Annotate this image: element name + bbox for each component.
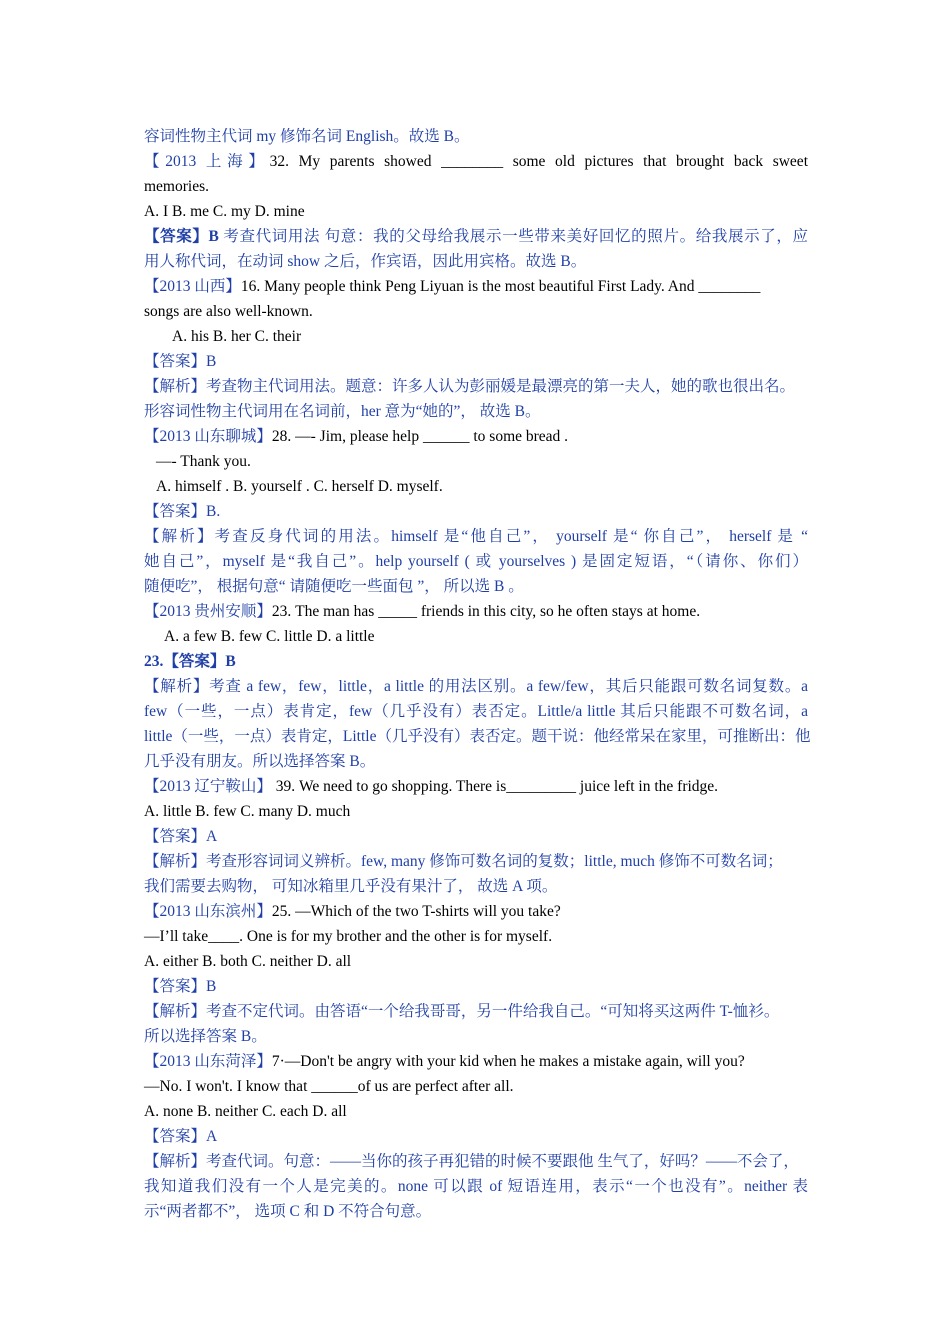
text-line xyxy=(144,274,808,299)
text-line xyxy=(144,1049,808,1074)
question-text: 16. Many people think Peng Liyuan is the most beautiful First Lady. And ________ xyxy=(240,278,761,295)
question-text: 23. The man has _____ friends in this city, so he often stays at home. xyxy=(271,603,701,620)
text-line: 【解析】考查代词。句意：——当你的孩子再犯错的时候不要跟他 生气了，好吗？——不会了， xyxy=(144,1153,799,1170)
text-line: A. little B. few C. many D. much xyxy=(144,803,351,820)
text-line: 【解析】考查 a few，few，little，a little 的用法区别。a few/few，其后只能跟可数名词复数。a xyxy=(144,678,808,695)
text-line: A. I B. me C. my D. mine xyxy=(144,203,305,220)
text-line: 形容词性物主代词用在名词前，her 意为“她的”， 故选 B。 xyxy=(144,403,541,420)
question-text: 25. —Which of the two T-shirts will you take? xyxy=(271,903,561,920)
question-source-tag: 【2013 贵州安顺】 xyxy=(144,603,272,620)
text-line: 【答案】B. xyxy=(144,503,221,520)
text-line: 【解析】考查形容词词义辨析。few, many 修饰可数名词的复数；little, much 修饰不可数名词； xyxy=(144,853,783,870)
text-line: 几乎没有朋友。所以选择答案 B。 xyxy=(144,753,376,770)
document-page xyxy=(144,124,811,1224)
question-text: 39. We need to go shopping. There is_________ juice left in the fridge. xyxy=(271,778,719,795)
text-line xyxy=(144,424,808,449)
text-line: 我们需要去购物， 可知冰箱里几乎没有果汁了， 故选 A 项。 xyxy=(144,878,558,895)
question-source-tag: 【2013 辽宁鞍山】 xyxy=(144,778,272,795)
question-text: 32. My parents showed ________ some old pictures that brought back sweet xyxy=(269,153,808,170)
text-line: —I’ll take____. One is for my brother and the other is for myself. xyxy=(144,928,553,945)
answer-text: 考查代词用法 句意：我的父母给我展示一些带来美好回忆的照片。给我展示了，应 xyxy=(218,228,808,245)
text-line: little（一些，一点）表肯定，Little（几乎没有）表否定。题干说：他经常呆在家里，可推断出：他 xyxy=(144,728,811,745)
text-line: 用人称代词，在动词 show 之后，作宾语，因此用宾格。故选 B。 xyxy=(144,253,587,270)
text-line xyxy=(144,149,808,174)
text-line: 容词性物主代词 my 修饰名词 English。故选 B。 xyxy=(144,128,470,145)
question-text: 7·—Don't be angry with your kid when he makes a mistake again, will you? xyxy=(271,1053,745,1070)
text-line: memories. xyxy=(144,178,209,195)
question-source-tag: 【2013 山西】 xyxy=(144,278,241,295)
text-line: A. himself . B. yourself . C. herself D. myself. xyxy=(156,478,443,495)
text-line: 所以选择答案 B。 xyxy=(144,1028,267,1045)
text-line: —No. I won't. I know that ______of us are perfect after all. xyxy=(144,1078,514,1095)
text-line xyxy=(144,899,808,924)
text-line: 【答案】B xyxy=(144,978,217,995)
question-source-tag: 【2013 上海】 xyxy=(144,153,270,170)
text-line: 我知道我们没有一个人是完美的。none 可以跟 of 短语连用，表示“一个也没有”。neither 表 xyxy=(144,1178,808,1195)
text-line: 【解析】考查不定代词。由答语“一个给我哥哥，另一件给我自己。“可知将买这两件 T-恤衫。 xyxy=(144,1003,780,1020)
text-line: 23.【答案】B xyxy=(144,653,236,670)
answer-label: 【答案】B xyxy=(144,228,219,245)
question-source-tag: 【2013 山东聊城】 xyxy=(144,428,272,445)
text-line: —- Thank you. xyxy=(156,453,251,470)
text-line: A. either B. both C. neither D. all xyxy=(144,953,352,970)
text-line xyxy=(144,774,808,799)
text-line: 随便吃”， 根据句意“ 请随便吃一些面包 ”， 所以选 B 。 xyxy=(144,578,524,595)
text-line: 【答案】B xyxy=(144,353,217,370)
text-line: 【解析】考查反身代词的用法。himself 是“他自己”， yourself 是“ 你自己”， herself 是 “ xyxy=(144,528,808,545)
text-line: 示“两者都不”， 选项 C 和 D 不符合句意。 xyxy=(144,1203,432,1220)
question-source-tag: 【2013 山东滨州】 xyxy=(144,903,272,920)
text-line: A. his B. her C. their xyxy=(172,328,302,345)
text-line: few（一些，一点）表肯定，few（几乎没有）表否定。Little/a little 其后只能跟不可数名词，a xyxy=(144,703,808,720)
text-line xyxy=(144,224,808,249)
text-line: A. none B. neither C. each D. all xyxy=(144,1103,347,1120)
text-line: A. a few B. few C. little D. a little xyxy=(164,628,375,645)
text-line: 【解析】考查物主代词用法。题意：许多人认为彭丽媛是最漂亮的第一夫人，她的歌也很出名。 xyxy=(144,378,796,395)
text-line: 【答案】A xyxy=(144,828,218,845)
text-line xyxy=(144,599,808,624)
text-line: 她自己”，myself 是“我自己”。help yourself ( 或 yourselves ) 是固定短语，“（请你、你们） xyxy=(144,553,808,570)
question-source-tag: 【2013 山东菏泽】 xyxy=(144,1053,272,1070)
text-line: 【答案】A xyxy=(144,1128,218,1145)
question-text: 28. —- Jim, please help ______ to some bread . xyxy=(271,428,569,445)
text-line: songs are also well-known. xyxy=(144,303,313,320)
